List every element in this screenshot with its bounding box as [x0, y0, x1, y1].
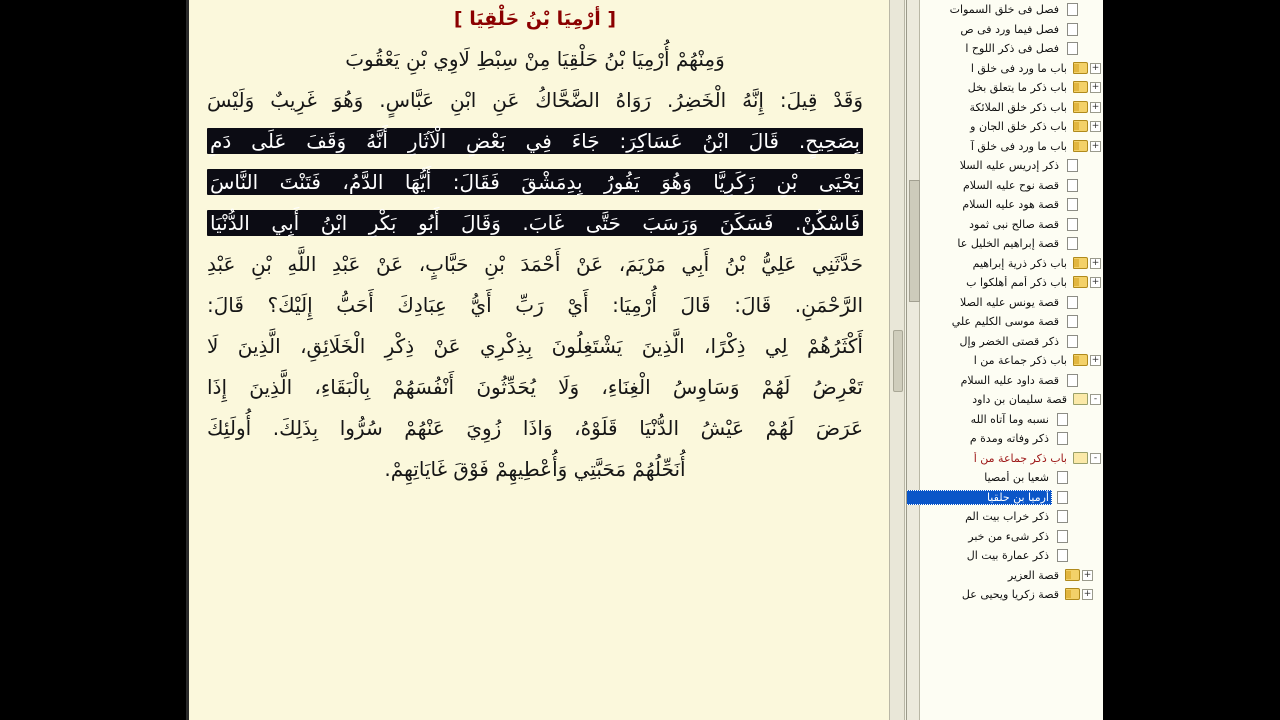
toc-item-label: باب ذكر ذرية إبراهيم: [972, 256, 1067, 270]
toc-item-label: ذكر خراب بيت الم: [965, 510, 1049, 524]
toc-item[interactable]: [906, 98, 1103, 118]
collapse-icon[interactable]: -: [1090, 453, 1101, 464]
expand-icon[interactable]: +: [1091, 82, 1100, 93]
toc-item-label: قصة صالح نبى ثمود: [969, 217, 1059, 231]
toc-item[interactable]: [906, 59, 1103, 79]
folder-icon: [1073, 101, 1088, 114]
highlighted-text: فَاسْكُنْ. فَسَكَنَ وَرَسَبَ حَتَّى غَابَ. وَقَالَ أَبُو بَكْرِ ابْنُ أَبِي الدُّنْيَا: [207, 210, 863, 236]
toc-item[interactable]: [906, 390, 1103, 410]
reading-pane[interactable]: [189, 0, 889, 720]
book-line: [207, 80, 863, 121]
open-book-icon: [1073, 452, 1088, 465]
toc-item-label: قصة سليمان بن داود: [972, 393, 1067, 407]
toc-item[interactable]: [906, 351, 1103, 371]
toc-item[interactable]: [906, 156, 1103, 176]
toc-item[interactable]: [906, 371, 1103, 391]
expander-spacer: [1082, 316, 1093, 327]
document-icon: [1055, 510, 1070, 523]
toc-item[interactable]: [906, 312, 1103, 332]
document-icon: [1065, 3, 1080, 16]
book-line: [207, 326, 863, 367]
left-letterbox: [0, 0, 186, 720]
folder-icon: [1073, 276, 1088, 289]
toc-item[interactable]: [906, 39, 1103, 59]
toc-item-label: قصة زكريا ويحيى عل: [961, 588, 1059, 602]
toc-item-label: باب ذكر ما يتعلق بخل: [967, 81, 1067, 95]
expander-spacer: [1072, 531, 1083, 542]
toc-item[interactable]: [906, 176, 1103, 196]
expander-spacer: [1082, 199, 1093, 210]
document-icon: [1065, 23, 1080, 36]
expand-icon[interactable]: +: [1083, 569, 1092, 580]
page-title: [ أرْمِيَا بْنُ حَلْقِيَا ]: [453, 8, 617, 30]
toc-item-label: شعيا بن أمصيا: [984, 471, 1049, 485]
toc-item-label: قصة يونس عليه الصلا: [960, 295, 1059, 309]
folder-icon: [1073, 81, 1088, 94]
document-icon: [1055, 432, 1070, 445]
toc-item[interactable]: [906, 585, 1103, 605]
document-icon: [1055, 530, 1070, 543]
book-line: [207, 39, 863, 80]
toc-item-label: قصة نوح عليه السلام: [962, 178, 1059, 192]
toc-item-label: فصل فى خلق السموات: [949, 3, 1059, 17]
toc-item-label: باب ذكر أمم أهلكوا ب: [966, 276, 1067, 290]
expander-spacer: [1082, 4, 1093, 15]
document-icon: [1065, 218, 1080, 231]
toc-item-label: باب ما ورد فى خلق آ: [970, 139, 1067, 153]
folder-icon: [1065, 569, 1080, 582]
book-line: [207, 285, 863, 326]
document-icon: [1065, 42, 1080, 55]
folder-icon: [1073, 257, 1088, 270]
toc-item-label: فصل فى ذكر اللوح ا: [965, 42, 1059, 56]
toc-item[interactable]: [906, 215, 1103, 235]
right-letterbox: [1100, 0, 1280, 720]
expand-icon[interactable]: +: [1091, 355, 1100, 366]
expander-spacer: [1082, 24, 1093, 35]
folder-icon: [1073, 140, 1088, 153]
toc-item[interactable]: [906, 468, 1103, 488]
expander-spacer: [1082, 336, 1093, 347]
toc-item-label: قصة العزير: [1007, 568, 1059, 582]
folder-icon: [1073, 120, 1088, 133]
expander-spacer: [1072, 492, 1083, 503]
toc-item[interactable]: [906, 20, 1103, 40]
expand-icon[interactable]: +: [1091, 257, 1100, 268]
body-text: تَعْرِضُ لَهُمْ وَسَاوِسُ الْغِنَاءِ، وَلَا يُحَدِّثُونَ أَنْفُسَهُمْ بِالْبَقَاءِ، الَّذِينَ إِذَا: [207, 374, 863, 399]
book-line: [207, 408, 863, 449]
book-line: [207, 121, 863, 162]
toc-item[interactable]: [906, 449, 1103, 469]
expand-icon[interactable]: +: [1091, 62, 1100, 73]
expander-spacer: [1082, 180, 1093, 191]
document-icon: [1065, 335, 1080, 348]
body-text: وَقَدْ قِيلَ: إِنَّهُ الْخَضِرُ. رَوَاهُ الضَّحَّاكُ عَنِ ابْنِ عَبَّاسٍ. وَهُوَ غَرِيبٌ وَلَيْسَ: [207, 87, 863, 112]
toc-item-label: باب ذكر خلق الجان و: [970, 120, 1067, 134]
expander-spacer: [1082, 219, 1093, 230]
toc-item[interactable]: [906, 117, 1103, 137]
toc-item[interactable]: [906, 273, 1103, 293]
book-line: [207, 162, 863, 203]
expand-icon[interactable]: +: [1091, 277, 1100, 288]
toc-tree[interactable]: [906, 0, 1103, 720]
document-icon: [1055, 413, 1070, 426]
document-icon: [1065, 374, 1080, 387]
expand-icon[interactable]: +: [1091, 140, 1100, 151]
toc-item[interactable]: [906, 546, 1103, 566]
toc-item[interactable]: [906, 254, 1103, 274]
folder-icon: [1065, 588, 1080, 601]
expander-spacer: [1082, 375, 1093, 386]
toc-item[interactable]: [906, 527, 1103, 547]
body-text: حَدَّثَنِي عَلِيُّ بْنُ أَبِي مَرْيَمَ، عَنْ أَحْمَدَ بْنِ حَبَّابٍ، عَنْ عَبْدِ اللَّهِ بْنِ عَبْدِ: [207, 251, 863, 276]
open-book-icon: [1073, 393, 1088, 406]
toc-item-label: ذكر شىء من خبر: [968, 529, 1049, 543]
document-icon: [1055, 471, 1070, 484]
scrollbar-thumb[interactable]: [893, 330, 903, 392]
toc-item-label: قصة داود عليه السلام: [960, 373, 1059, 387]
expander-spacer: [1072, 414, 1083, 425]
expand-icon[interactable]: +: [1083, 589, 1092, 600]
toc-item-label: ذكر إدريس عليه السلا: [959, 159, 1059, 173]
toc-item[interactable]: [906, 293, 1103, 313]
toc-item-label: باب ما ورد فى خلق ا: [970, 61, 1067, 75]
toc-item-label: ذكر وفاته ومدة م: [969, 432, 1049, 446]
book-line: [207, 367, 863, 408]
toc-item-label: قصة موسى الكليم علي: [951, 315, 1059, 329]
toc-item-label: أرميا بن حلقيا: [906, 490, 1052, 505]
toc-item-label: باب ذكر جماعة من أ: [973, 451, 1067, 465]
toc-item-label: نسبه وما آتاه الله: [970, 412, 1049, 426]
book-line: [207, 244, 863, 285]
highlighted-text: يَحْيَى بْنِ زَكَرِيَّا وَهُوَ يَفُورُ بِدِمَشْقَ فَقَالَ: أَيُّهَا الدَّمُ، فَتَنْتَ النَّاسَ: [207, 169, 863, 195]
toc-item[interactable]: [906, 429, 1103, 449]
folder-icon: [1073, 62, 1088, 75]
toc-item[interactable]: [906, 332, 1103, 352]
document-icon: [1065, 296, 1080, 309]
document-icon: [1065, 237, 1080, 250]
expander-spacer: [1082, 160, 1093, 171]
book-line: [207, 203, 863, 244]
toc-item-label: باب ذكر خلق الملائكة: [969, 100, 1067, 114]
document-icon: [1055, 549, 1070, 562]
body-text: عَرَضَ لَهُمْ عَيْشُ الدُّنْيَا قَلَوْهُ، وَاذَا زُوِيَ عَنْهُمْ سُرُّوا بِذَلِكَ. أُولَئِكَ: [207, 415, 863, 440]
expander-spacer: [1082, 297, 1093, 308]
toc-item[interactable]: [906, 78, 1103, 98]
highlighted-text: بِصَحِيحٍ. قَالَ ابْنُ عَسَاكِرَ: جَاءَ فِي بَعْضِ الْآثَارِ أَنَّهُ وَقَفَ عَلَى دَمِ: [207, 128, 863, 154]
book-reader-window: [186, 0, 1100, 720]
folder-icon: [1073, 354, 1088, 367]
table-of-contents-pane[interactable]: [906, 0, 1103, 720]
toc-item-label: قصة هود عليه السلام: [962, 198, 1059, 212]
toc-item[interactable]: [906, 410, 1103, 430]
toc-item-label: قصة إبراهيم الخليل عا: [957, 237, 1059, 251]
body-text: وَمِنْهُمْ أُرْمِيَا بْنُ حَلْقِيَا مِنْ سِبْطِ لَاوِي بْنِ يَعْقُوبَ: [345, 46, 725, 71]
document-icon: [1065, 159, 1080, 172]
document-icon: [1055, 491, 1070, 504]
toc-item[interactable]: [906, 0, 1103, 20]
collapse-icon[interactable]: -: [1090, 394, 1101, 405]
toc-item-label: فصل فيما ورد فى ص: [960, 22, 1059, 36]
toc-item-label: باب ذكر جماعة من ا: [973, 354, 1067, 368]
body-text: أُنَحِّلُهُمْ مَحَبَّتِي وَأُعْطِيهِمْ فَوْقَ غَايَاتِهِمْ.: [384, 456, 686, 481]
expand-icon[interactable]: +: [1091, 101, 1100, 112]
toc-item-label: ذكر قصتى الخضر وإل: [959, 334, 1059, 348]
toc-item[interactable]: [906, 137, 1103, 157]
toc-item[interactable]: [906, 234, 1103, 254]
expander-spacer: [1082, 238, 1093, 249]
toc-item[interactable]: [906, 507, 1103, 527]
toc-item[interactable]: [906, 566, 1103, 586]
toc-item[interactable]: [906, 195, 1103, 215]
expander-spacer: [1072, 472, 1083, 483]
expander-spacer: [1072, 511, 1083, 522]
document-icon: [1065, 198, 1080, 211]
book-text-body: [207, 39, 863, 490]
reading-pane-scrollbar[interactable]: [889, 0, 905, 720]
body-text: أَكْثَرُهُمْ لِي ذِكْرًا، الَّذِينَ يَشْتَغِلُونَ بِذِكْرِي عَنْ ذِكْرِ الْخَلَائِقِ، الَّذِينَ لَا: [207, 333, 863, 358]
toc-item[interactable]: [906, 488, 1103, 508]
expander-spacer: [1072, 433, 1083, 444]
expander-spacer: [1072, 550, 1083, 561]
book-line: [207, 449, 863, 490]
expand-icon[interactable]: +: [1091, 121, 1100, 132]
document-icon: [1065, 179, 1080, 192]
expander-spacer: [1082, 43, 1093, 54]
body-text: الرَّحْمَنِ. قَالَ: قَالَ أُرْمِيَا: أَيْ رَبِّ أَيُّ عِبَادِكَ أَحَبُّ إِلَيْكَ؟ قَالَ:: [207, 292, 863, 317]
toc-item-label: ذكر عمارة بيت ال: [966, 549, 1049, 563]
document-icon: [1065, 315, 1080, 328]
